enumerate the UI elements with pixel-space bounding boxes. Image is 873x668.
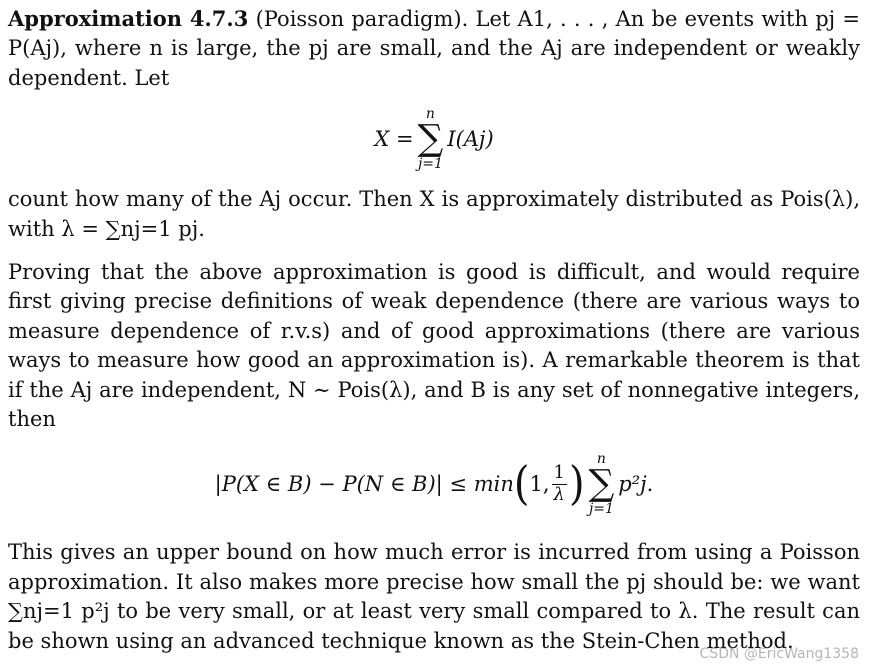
paragraph-gap bbox=[8, 244, 860, 258]
equation-x-definition bbox=[8, 99, 860, 179]
approximation-intro-text: Let A1, . . . , An be events with pj = P(Aj), where n is large, the pj are small, and the Aj are independent or weakly dependent. Let bbox=[8, 7, 860, 90]
eq1-summation bbox=[418, 107, 444, 171]
eq1-sum-upper: n bbox=[425, 106, 435, 123]
eq1-lhs: X = bbox=[374, 126, 414, 151]
equation-error-bound bbox=[8, 444, 860, 524]
eq2-summation bbox=[589, 452, 615, 516]
summation-icon: ∑ bbox=[588, 463, 615, 505]
para3-text: Proving that the above approximation is good is difficult, and would require first giving precise definitions of weak dependence (there are various ways to measure dependence of r.v.s) and of good approximations (there are various ways to measure how good an approximation is). A remarkable theorem is that if the Aj are independent, N ∼ Pois(λ), and B is any set of nonnegative integers, then bbox=[8, 260, 860, 432]
eq2-frac-numerator: 1 bbox=[553, 462, 565, 484]
eq2-sum-upper: n bbox=[596, 451, 606, 468]
approximation-heading: Approximation 4.7.3 bbox=[8, 6, 249, 31]
left-paren-icon: ( bbox=[513, 458, 530, 511]
approximation-qualifier: (Poisson paradigm). bbox=[255, 7, 469, 31]
paragraph-upper-bound bbox=[8, 538, 860, 656]
csdn-watermark: CSDN @EricWang1358 bbox=[699, 646, 859, 662]
document-page bbox=[8, 4, 860, 656]
eq1-sum-lower: j=1 bbox=[417, 156, 443, 173]
para4-text: This gives an upper bound on how much error is incurred from using a Poisson approximation. It also makes more precise how small the pj should be: we want ∑nj=1 p²j to be very small, or at least very small compared to λ. The result can be shown using an advanced technique known as the Stein-Chen method. bbox=[8, 540, 860, 653]
right-paren-icon: ) bbox=[568, 458, 585, 511]
eq2-term: p²j. bbox=[618, 471, 654, 496]
paragraph-proof-discussion bbox=[8, 258, 860, 434]
eq2-fraction bbox=[552, 463, 567, 505]
eq2-first-arg: 1, bbox=[529, 471, 550, 496]
eq2-frac-denominator: λ bbox=[553, 483, 565, 505]
eq2-sum-lower: j=1 bbox=[588, 501, 614, 518]
eq2-lhs: |P(X ∈ B) − P(N ∈ B)| ≤ min bbox=[214, 471, 514, 496]
eq1-term: I(Aj) bbox=[447, 126, 494, 151]
para2-text: count how many of the Aj occur. Then X is approximately distributed as Pois(λ), with λ = ∑nj=1 pj. bbox=[8, 187, 860, 241]
paragraph-poisson-distribution bbox=[8, 185, 860, 244]
summation-icon: ∑ bbox=[417, 118, 444, 160]
paragraph-approximation-statement bbox=[8, 4, 860, 93]
